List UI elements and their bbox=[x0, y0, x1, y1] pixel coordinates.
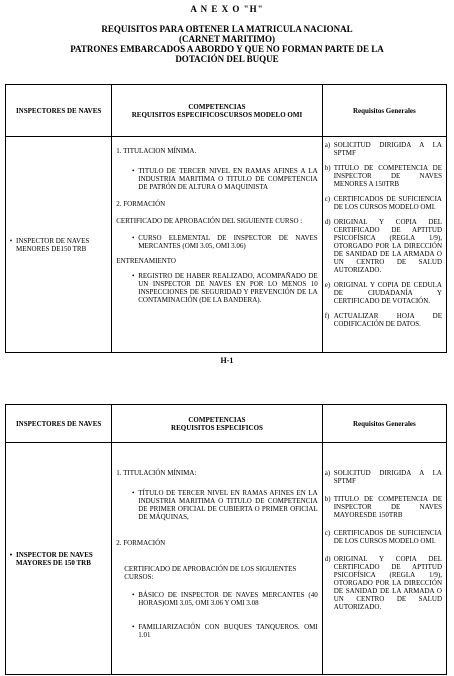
bullet-icon: • bbox=[132, 591, 135, 599]
req-text: SOLICITUD DIRIGIDA A LA SPTMF bbox=[333, 141, 442, 157]
req-letter: b) bbox=[324, 495, 331, 503]
section-formacion: 2. FORMACIÓN bbox=[116, 200, 166, 208]
certificate-text: CERTIFICADO DE APROBACIÓN DEL SIGUIENTE CURSO : bbox=[116, 217, 303, 225]
bullet-icon: • bbox=[132, 272, 135, 280]
section-titulacion: 1. TITULACION MÍNIMA. bbox=[116, 147, 197, 155]
req-text: ORIGINAL Y COPIA DEL CERTIFICADO DE APTITUD PSICOFÍSICA (REGLA 1/9), OTORGADO POR LA DIRECCIÓN DE SANIDAD DE LA ARMADA O UN CENTRO DE SALUD AUTORIZADO. bbox=[333, 218, 442, 274]
bullet-icon: • bbox=[9, 550, 13, 559]
req-letter: d) bbox=[324, 218, 331, 226]
specific-requirements-cell bbox=[112, 443, 322, 675]
titulacion-item: TÍTULO DE TERCER NIVEL EN RAMAS AFINES EN LA INDUSTRIA MARITIMA O TITULO DE COMPETENCIA DE PRIMER OFICIAL DE CUBIERTA O PRIMER OFICIAL DE MÁQUINAS, bbox=[138, 489, 318, 521]
bullet-icon: • bbox=[132, 234, 135, 242]
bullet-icon: • bbox=[132, 623, 135, 631]
req-letter: c) bbox=[324, 195, 331, 203]
requirements-table-2 bbox=[5, 404, 447, 675]
inspector-cell bbox=[6, 137, 112, 353]
req-text: SOLICITUD DIRIGIDA A LA SPTMF bbox=[333, 469, 442, 485]
inspector-label: INSPECTOR DE NAVES MAYORES DE 150 TRB bbox=[16, 550, 93, 567]
section-formacion: 2. FORMACIÓN bbox=[116, 539, 166, 547]
header-inspectores-label: INSPECTORES DE NAVES bbox=[15, 419, 102, 428]
annex-title: A N E X O "H" bbox=[190, 4, 264, 14]
req-text: CERTIFICADOS DE SUFICIENCIA DE LOS CURSOS MODELO OMI. bbox=[333, 529, 442, 545]
title-line-2: (CARNET MARITIMO) bbox=[178, 34, 276, 44]
course-item: BÁSICO DE INSPECTOR DE NAVES MERCANTES (40 HORAS)OMI 3.05, OMI 3.06 Y OMI 3.08 bbox=[138, 591, 318, 607]
course-item: FAMILIARIZACIÓN CON BUQUES TANQUEROS. OMI 1.01 bbox=[138, 623, 318, 639]
req-text: ORIGINAL Y COPIA DEL CERTIFICADO DE APTITUD PSICOFÍSICA (REGLA 1/9), OTORGADO POR LA DIRECCIÓN DE SANIDAD DE LA ARMADA O UN CENTRO DE SALUD AUTORIZADO. bbox=[333, 555, 442, 611]
header-requisitos-label: Requisitos Generales bbox=[352, 106, 416, 115]
title-line-3: PATRONES EMBARCADOS A ABORDO Y QUE NO FORMAN PARTE DE LA bbox=[70, 44, 384, 54]
req-letter: d) bbox=[324, 555, 331, 563]
req-letter: c) bbox=[324, 529, 331, 537]
formacion-item: CURSO ELEMENTAL DE INSPECTOR DE NAVES MERCANTES (OMI 3.05, OMI 3.06) bbox=[138, 234, 318, 250]
req-letter: e) bbox=[324, 281, 331, 289]
inspector-label: INSPECTOR DE NAVES MENORES DE150 TRB bbox=[16, 236, 90, 253]
page-number: H-1 bbox=[220, 356, 234, 365]
req-text: CERTIFICADOS DE SUFICIENCIA DE LOS CURSOS MODELO OMI. bbox=[333, 195, 442, 211]
header-requisitos-generales bbox=[322, 85, 446, 137]
bullet-icon: • bbox=[9, 236, 13, 245]
title-line-1: REQUISITOS PARA OBTENER LA MATRICULA NACIONAL bbox=[101, 24, 353, 34]
req-text: TITULO DE COMPETENCIA DE INSPECTOR DE NAVES MAYORESDE 150TRB bbox=[333, 495, 442, 519]
section-entrenamiento: ENTRENAMIENTO bbox=[116, 257, 176, 265]
req-letter: f) bbox=[324, 312, 330, 320]
inspector-cell bbox=[6, 443, 112, 675]
section-titulacion: 1. TITULACIÓN MÍNIMA: bbox=[116, 469, 197, 477]
requirements-table-1 bbox=[5, 84, 447, 353]
req-letter: b) bbox=[324, 164, 331, 172]
bullet-icon: • bbox=[132, 167, 135, 175]
certificate-text: CERTIFICADO DE APROBACIÓN DE LOS SIGUIENTES CURSOS: bbox=[124, 565, 297, 581]
document-title bbox=[0, 24, 454, 64]
general-requirements-cell bbox=[322, 137, 446, 353]
header-inspectores-label: INSPECTORES DE NAVES bbox=[15, 106, 102, 115]
header-competencias: COMPETENCIAS REQUISITOS ESPECIFICOSCURSOS MODELO OMI bbox=[112, 85, 322, 137]
titulacion-item: TITULO DE TERCER NIVEL EN RAMAS AFINES A LA INDUSTRIA MARITIMA O TITULO DE COMPETENCIA DE PATRÓN DE ALTURA O MAQUINISTA bbox=[138, 167, 318, 191]
entrenamiento-item: REGISTRO DE HABER REALIZADO, ACOMPAÑADO DE UN INSPECTOR DE NAVES EN POR LO MENOS 10 INSPECCIONES DE SEGURIDAD Y PREVENCIÓN DE LA CONTAMINACIÓN (DE LA BANDERA). bbox=[138, 272, 318, 304]
req-text: ORIGINAL Y COPIA DE CEDULA DE CIUDADANÍA Y CERTIFICADO DE VOTACIÓN. bbox=[333, 281, 442, 305]
req-letter: a) bbox=[324, 469, 331, 477]
specific-requirements-cell bbox=[112, 137, 322, 353]
bullet-icon: • bbox=[132, 489, 135, 497]
general-requirements-cell bbox=[322, 443, 446, 675]
title-line-4: DOTACIÓN DEL BUQUE bbox=[175, 54, 279, 64]
header-inspectores bbox=[6, 85, 112, 137]
header-competencias: COMPETENCIAS REQUISITOS ESPECIFICOS bbox=[112, 405, 322, 443]
header-requisitos-generales bbox=[322, 405, 446, 443]
req-letter: a) bbox=[324, 141, 331, 149]
header-inspectores bbox=[6, 405, 112, 443]
header-requisitos-label: Requisitos Generales bbox=[352, 419, 416, 428]
req-text: ACTUALIZAR HOJA DE CODIFICACIÓN DE DATOS. bbox=[333, 312, 442, 328]
req-text: TITULO DE COMPETENCIA DE INSPECTOR DE NAVES MENORES A 150TRB bbox=[333, 164, 442, 188]
